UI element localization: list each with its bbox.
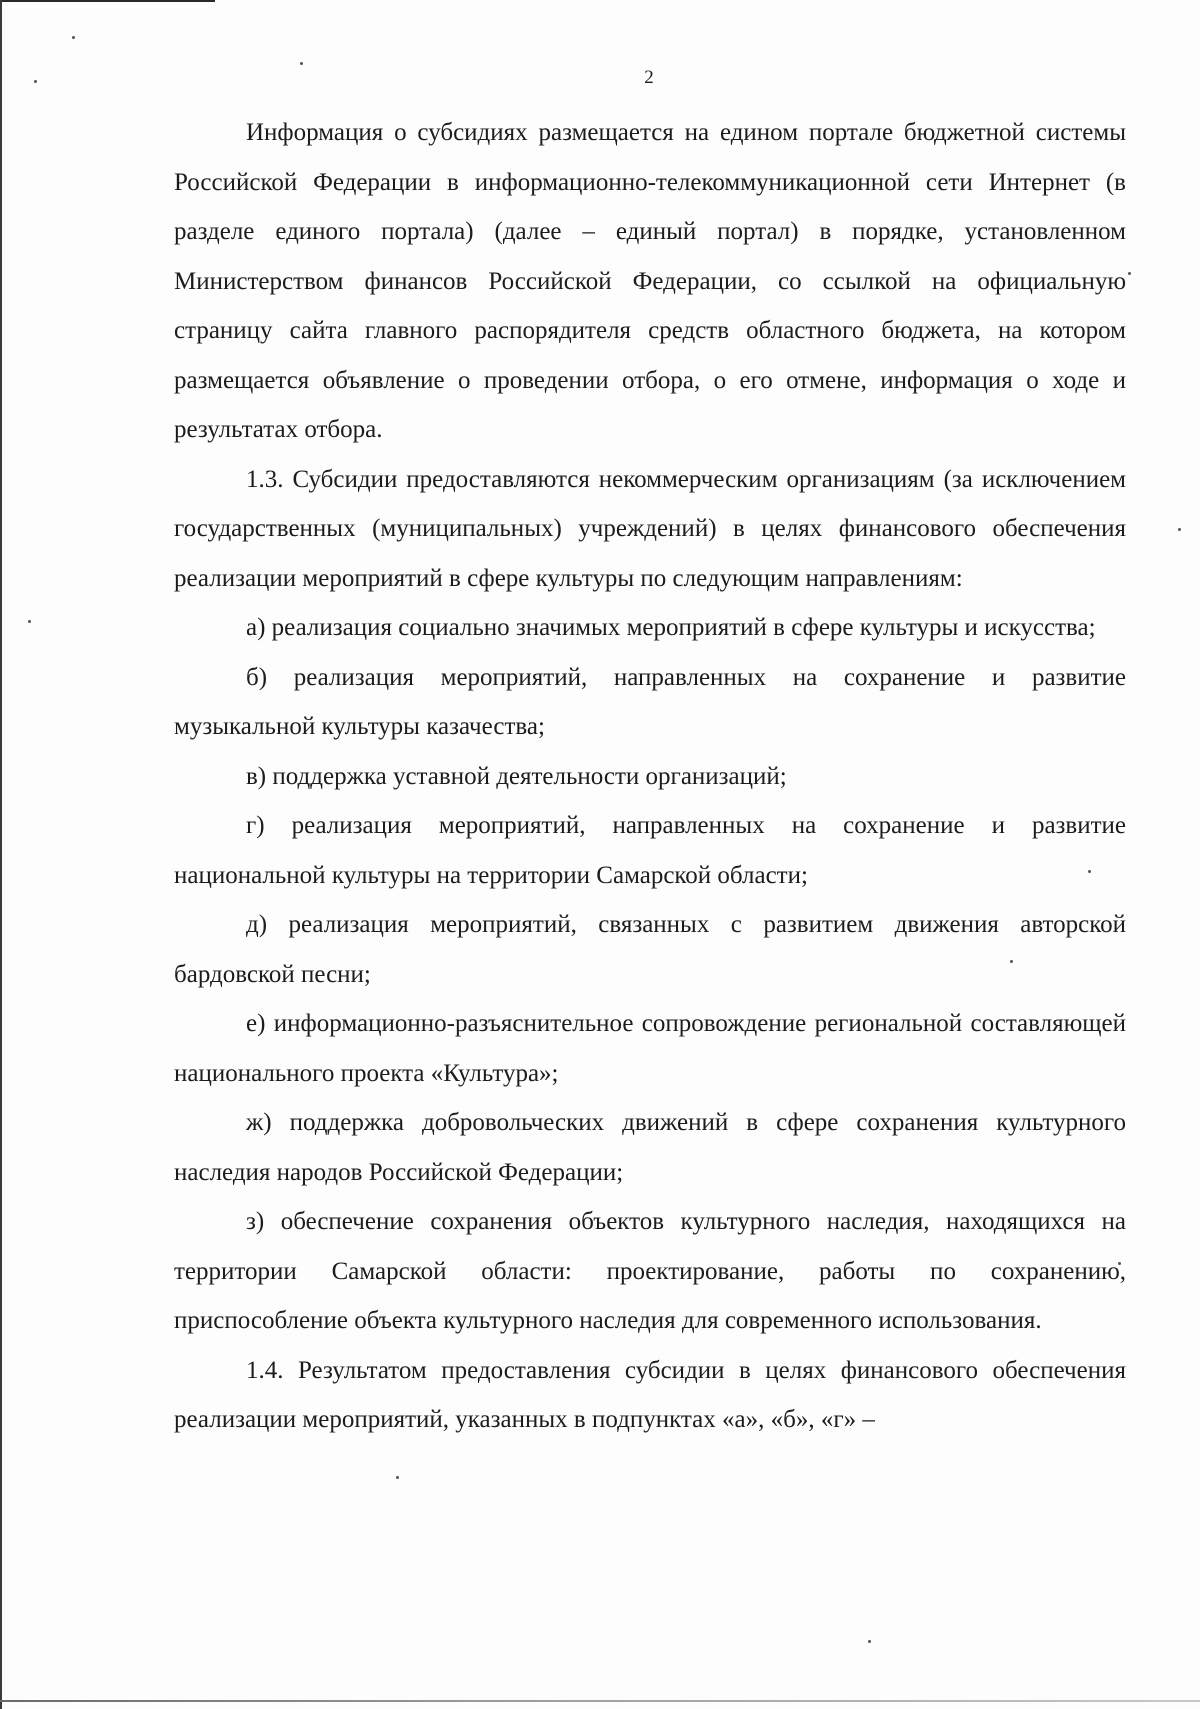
paragraph-1-3: 1.3. Субсидии предоставляются некоммерческим организациям (за исключением государственных (муниципальных) учреждений) в целях финансового обеспечения реализации мероприятий в сфере культуры по следующим направлениям:	[174, 465, 1126, 592]
list-item-a: а) реализация социально значимых мероприятий в сфере культуры и искусства;	[246, 614, 1096, 641]
list-item-b: б) реализация мероприятий, направленных на сохранение и развитие музыкальной культуры казачества;	[174, 663, 1126, 740]
list-item-d: д) реализация мероприятий, связанных с развитием движения авторской бардовской песни;	[174, 911, 1126, 988]
scan-edge-left	[0, 0, 2, 1709]
scan-speck	[868, 1640, 871, 1643]
scan-edge-bottom	[0, 1700, 1200, 1702]
scan-speck	[300, 62, 303, 65]
paragraph-subsidy-info: Информация о субсидиях размещается на едином портале бюджетной системы Российской Федерации в информационно-телекоммуникационной сети Интернет (в разделе единого портала) (далее – единый портал) в порядке, установленном Министерством финансов Российской Федерации, со ссылкой на официальную страницу сайта главного распорядителя средств областного бюджета, на котором размещается объявление о проведении отбора, о его отмене, информация о ходе и результатах отбора.	[174, 119, 1126, 443]
list-item-e: е) информационно-разъяснительное сопровождение региональной составляющей национального проекта «Культура»;	[174, 1010, 1126, 1087]
list-item-z: з) обеспечение сохранения объектов культурного наследия, находящихся на территории Самарской области: проектирование, работы по сохранению, приспособление объекта культурного наследия для современного использования.	[174, 1208, 1126, 1334]
scan-edge-top	[0, 0, 215, 2]
paragraph-1-4: 1.4. Результатом предоставления субсидии в целях финансового обеспечения реализации мероприятий, указанных в подпунктах «а», «б», «г» –	[174, 1356, 1126, 1433]
scan-speck	[396, 1476, 399, 1479]
scan-speck	[72, 36, 75, 39]
list-item-v: в) поддержка уставной деятельности организаций;	[246, 762, 787, 790]
page-number: 2	[644, 67, 654, 88]
scan-speck	[1178, 528, 1181, 531]
list-item-zh: ж) поддержка добровольческих движений в сфере сохранения культурного наследия народов Российской Федерации;	[174, 1109, 1126, 1186]
list-item-g: г) реализация мероприятий, направленных на сохранение и развитие национальной культуры на территории Самарской области;	[174, 812, 1126, 889]
scan-speck	[1128, 272, 1131, 275]
scan-speck	[28, 620, 31, 623]
document-body	[174, 108, 1126, 1445]
